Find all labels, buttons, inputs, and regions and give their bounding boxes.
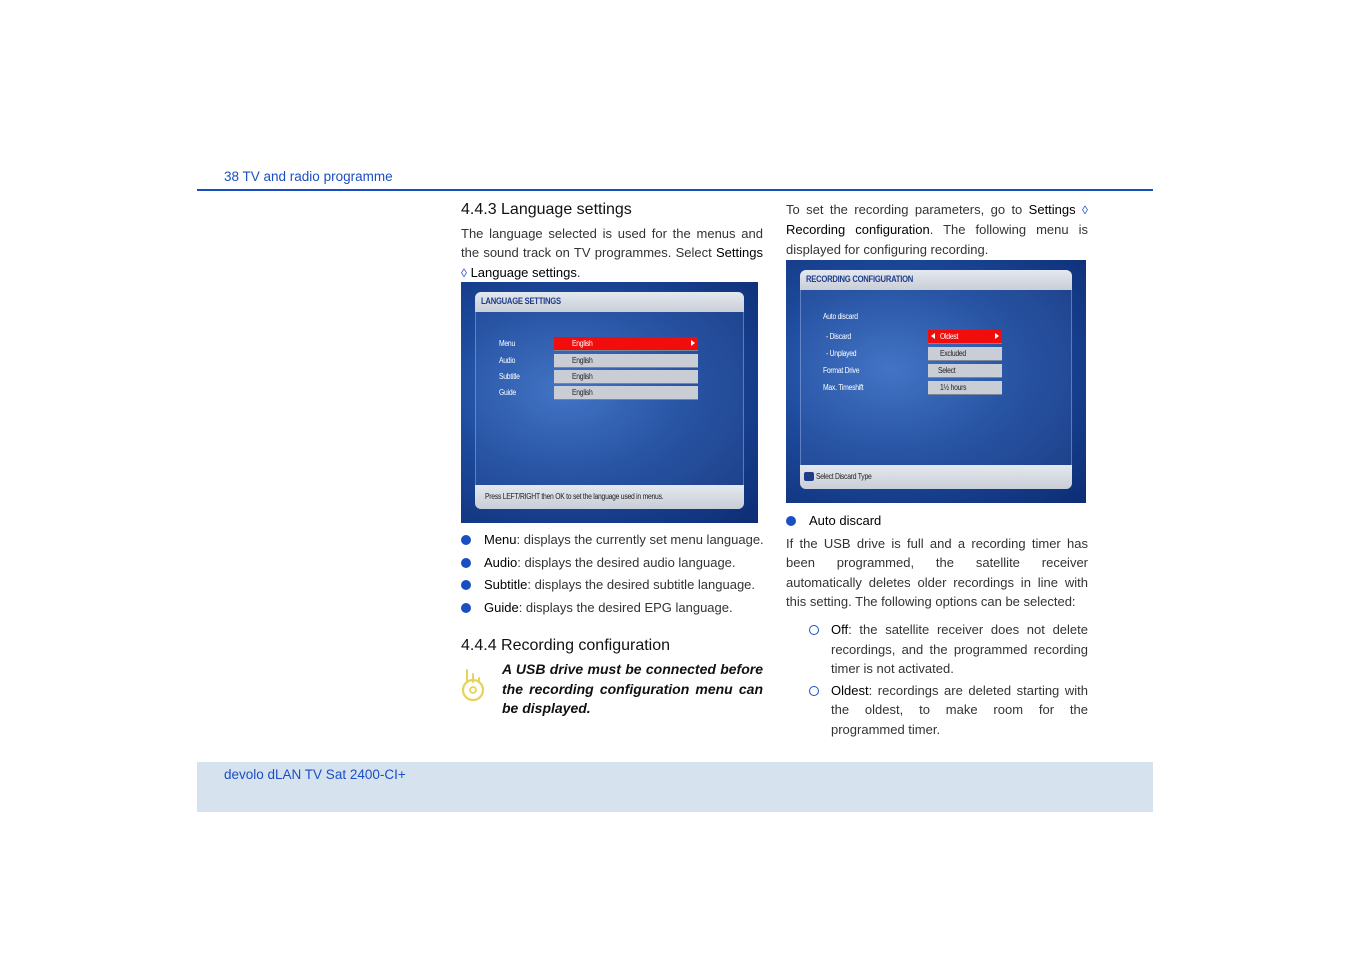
- description: : the satellite receiver does not delete recordings, and the programmed recording timer is not activated.: [831, 622, 1088, 676]
- language-intro-paragraph: [461, 224, 763, 283]
- language-settings-screenshot: [461, 282, 758, 523]
- lang-row-value: [554, 337, 698, 351]
- screen-title-bar: [800, 270, 1072, 290]
- rec-row-value: [928, 381, 1002, 395]
- lang-value-text: English: [572, 339, 593, 348]
- rec-row-value: [928, 330, 1002, 344]
- circle-bullet-icon: [809, 686, 819, 696]
- bullet-icon: [461, 535, 471, 545]
- menu-path-settings: Settings: [716, 245, 763, 261]
- intro-end: .: [576, 264, 581, 280]
- rec-value-text: Excluded: [940, 349, 966, 358]
- term: Menu: [484, 532, 517, 547]
- term: Audio: [484, 554, 518, 570]
- list-item: [461, 575, 771, 594]
- screen-panel: [800, 270, 1072, 489]
- left-arrow-icon: [931, 333, 935, 339]
- list-item: [786, 511, 1088, 530]
- circle-bullet-icon: [809, 625, 819, 635]
- rec-row-value: [928, 347, 1002, 361]
- description: : displays the desired subtitle language.: [527, 577, 756, 592]
- list-item: [461, 530, 771, 549]
- screen-status-text: Press LEFT/RIGHT then OK to set the language used in menus.: [485, 492, 664, 501]
- description: : displays the currently set menu language.: [516, 532, 764, 547]
- lang-row-label: Audio: [499, 356, 516, 365]
- auto-discard-options-list: [809, 620, 1088, 741]
- description: : displays the desired EPG language.: [518, 599, 733, 615]
- screen-title: LANGUAGE SETTINGS: [481, 296, 561, 306]
- recording-intro-paragraph: [786, 200, 1088, 259]
- intro-text: The language selected is used for the menus and the sound track on TV programmes. Select: [461, 226, 763, 261]
- list-item: [809, 681, 1088, 740]
- intro-end: . The following menu is displayed for configuring recording.: [786, 222, 1088, 257]
- description: : recordings are deleted starting with the oldest, to make room for the programmed timer.: [831, 682, 1088, 737]
- screen-title: RECORDING CONFIGURATION: [806, 274, 914, 284]
- lang-value-text: English: [572, 356, 593, 365]
- menu-arrow-icon: ◊: [1082, 203, 1088, 217]
- right-arrow-icon: [691, 340, 695, 346]
- intro-text: To set the recording parameters, go to: [786, 202, 1029, 217]
- rec-row-label: Format Drive: [823, 366, 860, 375]
- screen-status-bar: [475, 485, 744, 509]
- list-item: [461, 553, 771, 572]
- bullet-icon: [461, 558, 471, 568]
- term: Subtitle: [484, 577, 528, 592]
- rec-row-label: - Discard: [826, 332, 851, 341]
- page-footer: [197, 762, 1153, 812]
- lang-row-value: [554, 386, 698, 400]
- bullet-icon: [786, 516, 796, 526]
- screen-title-bar: [475, 292, 744, 312]
- header-rule: [197, 189, 1153, 191]
- bullet-icon: [461, 580, 471, 590]
- section-heading-recording-configuration: 4.4.4 Recording configuration: [461, 637, 671, 654]
- language-options-list: [461, 530, 771, 620]
- left-right-keys-icon: [804, 472, 814, 481]
- rec-row-label: Max. Timeshift: [823, 383, 864, 392]
- running-header: 38 TV and radio programme: [224, 169, 393, 184]
- rec-row-value: [928, 364, 1002, 378]
- auto-discard-paragraph: If the USB drive is full and a recording timer has been programmed, the satellite receiver automatically deletes older recordings in line with this setting. The following options can be selected:: [786, 536, 1088, 609]
- lang-row-label: Menu: [499, 339, 515, 348]
- recording-configuration-screenshot: [786, 260, 1086, 503]
- list-item: [461, 598, 771, 617]
- footer-product-name: devolo dLAN TV Sat 2400-CI+: [224, 767, 406, 782]
- rec-value-text: 1½ hours: [940, 383, 967, 392]
- right-arrow-icon: [995, 333, 999, 339]
- term: Auto discard: [809, 513, 882, 528]
- bullet-icon: [461, 603, 471, 613]
- list-item: [809, 620, 1088, 679]
- rec-row-label: - Unplayed: [826, 349, 857, 358]
- term: Guide: [484, 599, 519, 615]
- usb-required-note: A USB drive must be connected before the recording configuration menu can be displayed.: [502, 661, 763, 716]
- menu-path-settings: Settings: [1028, 202, 1076, 217]
- lang-row-label: Subtitle: [499, 372, 520, 381]
- screen-status-text: Select Discard Type: [816, 472, 872, 481]
- rec-value-text: Oldest: [940, 332, 959, 341]
- rec-value-text: Select: [938, 366, 956, 375]
- menu-path-language-settings: Language settings: [470, 264, 577, 280]
- term: Oldest: [831, 682, 869, 698]
- lang-row-value: [554, 354, 698, 368]
- menu-arrow-icon: ◊: [461, 265, 467, 280]
- screen-status-bar: [800, 465, 1072, 489]
- lang-value-text: English: [572, 372, 593, 381]
- tip-icon: [459, 668, 487, 704]
- description: : displays the desired audio language.: [517, 554, 736, 570]
- menu-path-recording-configuration: Recording configuration: [786, 222, 930, 238]
- term: Off: [831, 622, 849, 637]
- screen-panel: [475, 292, 744, 509]
- lang-value-text: English: [572, 388, 593, 397]
- auto-discard-heading-list: [786, 511, 1088, 534]
- section-heading-language-settings: 4.4.3 Language settings: [461, 201, 632, 218]
- lang-row-label: Guide: [499, 388, 516, 397]
- rec-group-label: Auto discard: [823, 312, 858, 321]
- lang-row-value: [554, 370, 698, 384]
